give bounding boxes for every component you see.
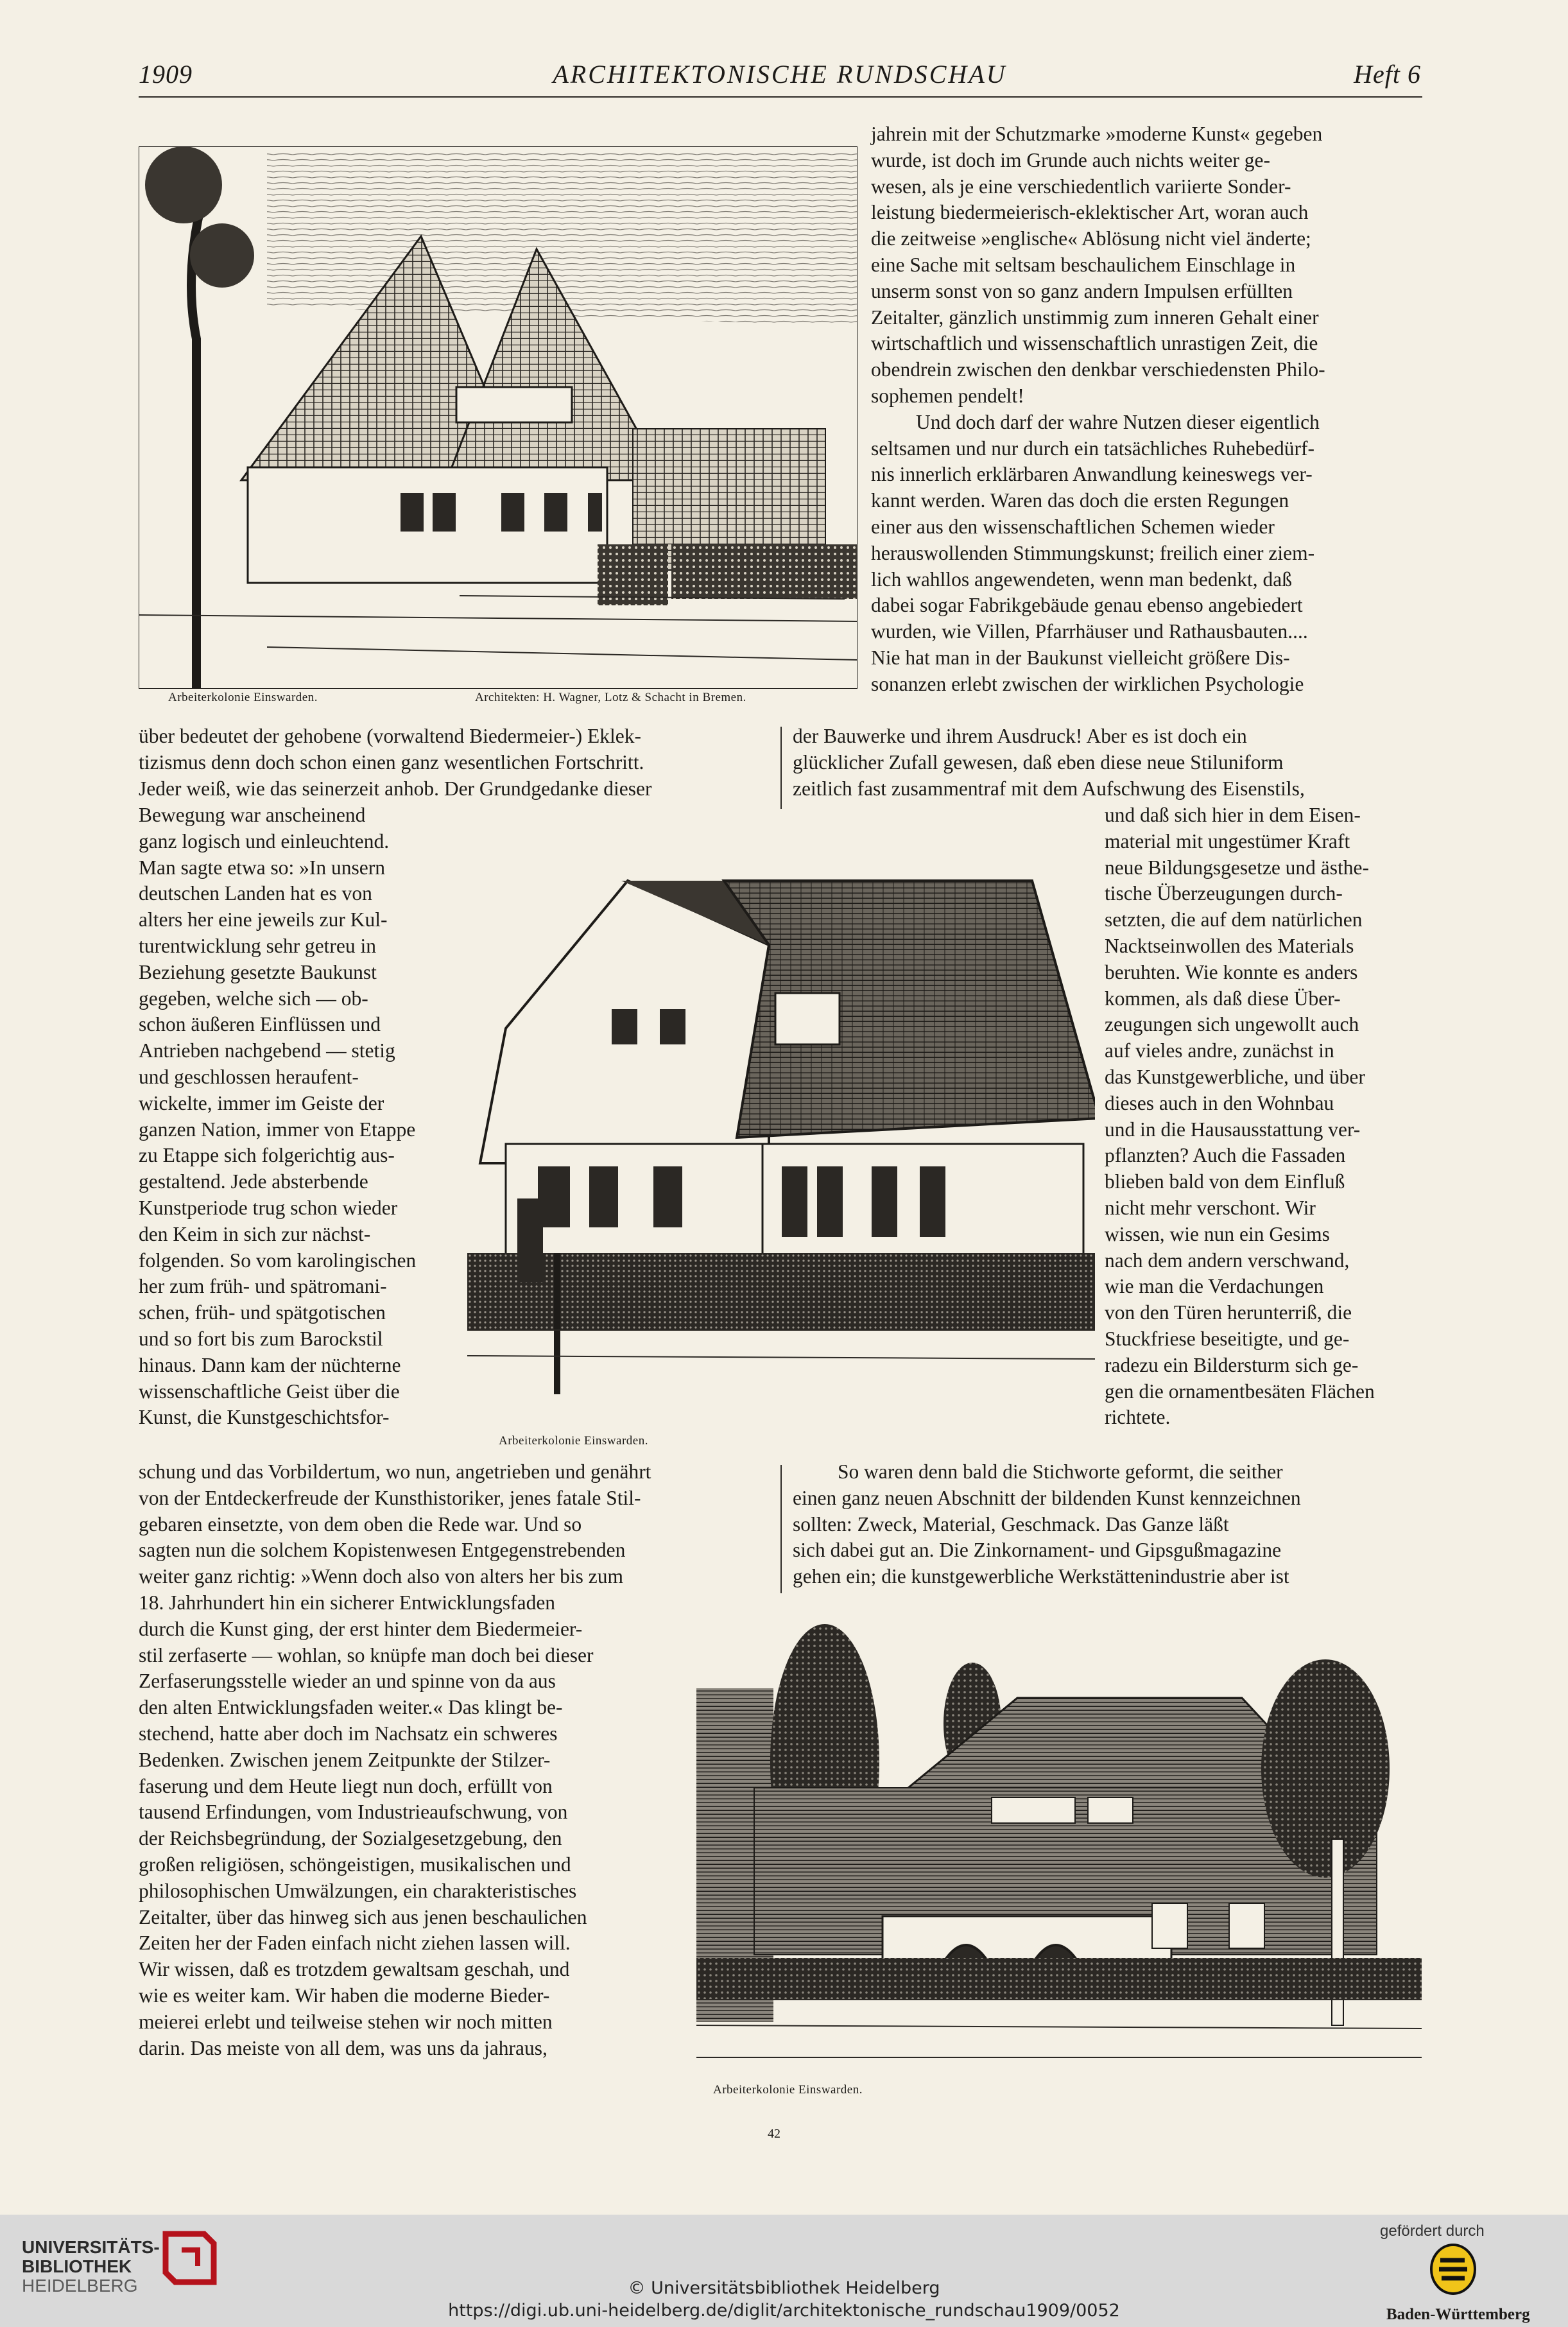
house-illustration-2 (467, 842, 1095, 1432)
text-left-lower: schung und das Vorbildertum, wo nun, angetrieben und genährt von der Entdeckerfreude der Kunsthistoriker, jenes fatale Stil- gebaren einsetzte, von dem oben die Rede war. Und so sagten nun die solchem Kopistenwesen Entgegenstrebenden weiter ganz richtig: »Wenn doch also von alters her bis zum (139, 1460, 651, 1588)
figure-1-caption-left: Arbeiterkolonie Einswarden. (168, 691, 318, 704)
header-year: 1909 (139, 60, 193, 89)
text-right-top: jahrein mit der Schutzmarke »moderne Kunst« gegeben wurde, ist doch im Grunde auch nichts weiter ge- wesen, als je eine verschiedentlich variierte Sonder- leistung biedermeierisch-eklektischer Art, woran auch die zeitweise »englische« Ablösung nicht viel änderte; eine Sache mit seltsam beschaulichem Einschlage in unserm sonst von so ganz andern Impulsen erfüllten Zeitalter, gänzlich unstimmig zum inneren Gehalt einer wirtschaftlich und wissenschaftlich unrastigen Zeit, die obendrein zwischen den denkbar verschiedensten Philo- sophemen pendelt! Und doch darf der wahre Nutzen dieser eigentlich seltsamen und nur durch ein tatsächliches Ruhebedürf- nis innerlich erklärbaren Anwandlung keineswegs ver- kannt werden. Waren das doch die ersten Regungen einer aus den wissenschaftlichen Schemen wieder herauswollenden Stimmungskunst; freilich einer ziem- lich wahllos angewendeten, wenn man bedenkt, daß dabei sogar Fabrikgebäude genau ebenso angebiedert wurden, wie Villen, Pfarrhäuser und Rathausbauten.... Nie hat man in der Baukunst vielleicht größere Dis- sonanzen erlebt zwischen der wirklichen Psychologie (871, 123, 1325, 695)
column-divider-1 (780, 727, 782, 809)
text-right-mid: der Bauwerke und ihrem Ausdruck! Aber es ist doch ein glücklicher Zufall gewesen, daß eben diese neue Stiluniform zeitlich fast zusammentraf mit dem Aufschwung des Eisenstils, (793, 725, 1305, 800)
funder-name: Baden-Württemberg (1386, 2306, 1530, 2323)
house-illustration-3 (696, 1614, 1422, 2077)
page-number: 42 (768, 2127, 780, 2141)
text-right-narrow: und daß sich hier in dem Eisen- material mit ungestümer Kraft neue Bildungsgesetze und ästhe- tische Überzeugungen durch- setzten, die auf dem natürlichen Nacktseinwollen des Materials beruhten. Wie konnte es anders kommen, als daß diese Über- zeugungen sich ungewollt auch auf vieles andre, zunächst in das Kunstgewerbliche, und über dieses auch in den Wohnbau und in die Hausausstattung ver- pflanzten? Auch die Fassaden blieben bald von dem Einfluß nicht mehr verschont. Wir wissen, wie nun ein Gesims nach dem andern verschwand, wie man die Verdachungen von den Türen herunterriß, die Stuckfriese beseitigte, und ge- radezu ein Bildersturm sich ge- gen die ornamentbesäten Flächen richtete. (1105, 804, 1375, 1429)
column-divider-2 (780, 1465, 782, 1593)
source-url-link[interactable]: https://digi.ub.uni-heidelberg.de/diglit/architektonische_rundschau1909/0052 (448, 2301, 1120, 2321)
house-illustration-1 (139, 146, 857, 689)
coat-of-arms-icon (1430, 2244, 1476, 2298)
copyright-notice: © Universitätsbibliothek Heidelberg (628, 2278, 940, 2298)
figure-3-caption: Arbeiterkolonie Einswarden. (713, 2083, 863, 2097)
header-title: ARCHITEKTONISCHE RUNDSCHAU (553, 60, 1007, 89)
text-left-mid: über bedeutet der gehobene (vorwaltend Biedermeier-) Eklek- tizismus denn doch schon einen ganz wesentlichen Fortschritt. Jeder weiß, wie das seinerzeit anhob. Der Grundgedanke dieser (139, 725, 652, 800)
text-left-narrow: Bewegung war anscheinend ganz logisch und einleuchtend. Man sagte etwa so: »In unsern deutschen Landen hat es von alters her eine jeweils zur Kul- turentwicklung sehr getreu in Beziehung gesetzte Baukunst gegeben, welche sich — ob- schon äußeren Einflüssen und Antrieben nachgebend — stetig und geschlossen heraufent- wickelte, immer im Geiste der ganzen Nation, immer von Etappe zu Etappe sich folgerichtig aus- gestaltend. Jede absterbende Kunstperiode trug schon wieder den Keim in sich zur nächst- folgenden. So vom karolingischen her zum früh- und spätromani- schen, früh- und spätgotischen und so fort bis zum Barockstil hinaus. Dann kam der nüchterne wissenschaftliche Geist über die Kunst, die Kunstgeschichtsfor- (139, 804, 417, 1429)
library-name: UNIVERSITÄTS- BIBLIOTHEK HEIDELBERG (22, 2237, 160, 2296)
funded-by-label: gefördert durch (1380, 2222, 1485, 2240)
running-header (139, 59, 1421, 98)
text-right-lower: So waren denn bald die Stichworte geformt, die seither einen ganz neuen Abschnitt der bildenden Kunst kennzeichnen sollten: Zweck, Material, Geschmack. Das Ganze läßt sich dabei gut an. Die Zinkornament- und Gipsgußmagazine gehen ein; die kunstgewerbliche Werkstättenindustrie aber ist (793, 1460, 1301, 1588)
text-left-bottom: 18. Jahrhundert hin ein sicherer Entwicklungsfaden durch die Kunst ging, der erst hinter dem Biedermeier- stil zerfaserte — wohlan, so knüpfe man doch bei dieser Zerfaserungsstelle wieder an und spinne von da aus den alten Entwicklungsfaden weiter.« Das klingt be- stechend, hatte aber doch im Nachsatz ein schweres Bedenken. Zwischen jenem Zeitpunkte der Stilzer- faserung und dem Heute liegt nun doch, erfüllt von tausend Erfindungen, vom Industrieaufschwung, von der Reichsbegründung, der Sozialgesetzgebung, den großen religiösen, schöngeistigen, musikalischen und philosophischen Umwälzungen, ein charakteristisches Zeitalter, über das hinweg sich aus jenen beschaulichen Zeiten her der Faden einfach nicht ziehen lassen will. Wir wissen, daß es trotzdem gewaltsam geschah, und wie es weiter kam. Wir haben die moderne Bieder- meierei erlebt und teilweise stehen wir noch mitten darin. Das meiste von all dem, was uns da jahraus, (139, 1591, 594, 2059)
figure-1-caption-right: Architekten: H. Wagner, Lotz & Schacht in Bremen. (475, 691, 746, 704)
figure-2-caption: Arbeiterkolonie Einswarden. (499, 1434, 648, 1448)
header-rule (139, 96, 1422, 98)
header-issue: Heft 6 (1354, 60, 1421, 89)
